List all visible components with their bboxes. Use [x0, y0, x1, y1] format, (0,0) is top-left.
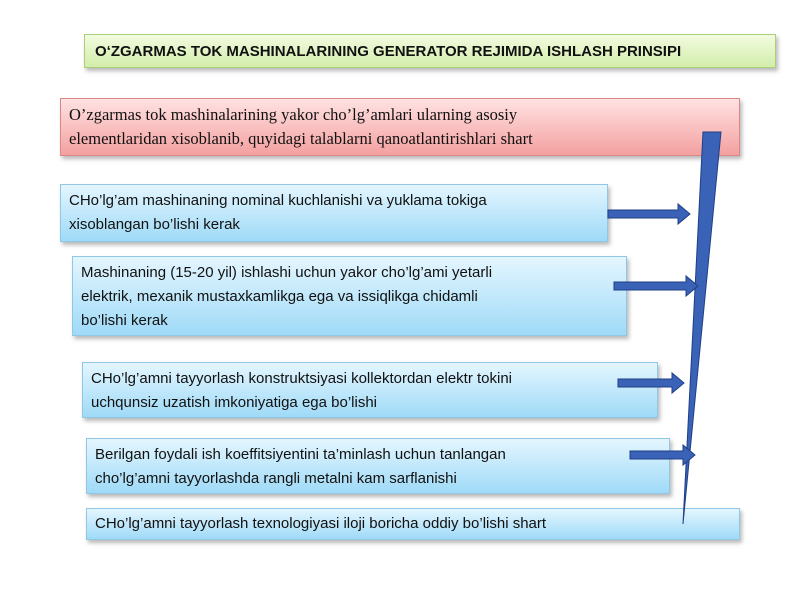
intro-line-2: elementlaridan xisoblanib, quyidagi talablarni qanoatlantirishlari shart	[69, 129, 533, 148]
requirement-1-line-1: CHo’lg’am mashinaning nominal kuchlanishi va yuklama tokiga	[69, 192, 487, 209]
requirement-3-line-2: uchqunsiz uzatish imkoniyatiga ega bo’lishi	[91, 394, 377, 411]
requirement-4-line-1: Berilgan foydali ish koeffitsiyentini ta’minlash uchun tanlangan	[95, 446, 506, 463]
arrow-requirement-2	[614, 276, 698, 296]
intro-line-1: O’zgarmas tok mashinalarining yakor cho’lg’amlari ularning asosiy	[69, 105, 518, 124]
requirement-4-line-2: cho’lg’amni tayyorlashda rangli metalni kam sarflanishi	[95, 470, 457, 487]
arrow-requirement-1	[608, 204, 690, 224]
arrow-requirement-3	[618, 373, 684, 393]
vertical-wedge-arrow	[683, 132, 721, 524]
requirement-2-line-1: Mashinaning (15-20 yil) ishlashi uchun yakor cho’lg’ami yetarli	[81, 264, 493, 281]
requirement-2-line-2: elektrik, mexanik mustaxkamlikga ega va issiqlikga chidamli	[81, 288, 478, 305]
arrow-requirement-4	[630, 445, 695, 465]
slide-title-text: O‘ZGARMAS TOK MASHINALARINING GENERATOR REJIMIDA ISHLASH PRINSIPI	[95, 42, 682, 60]
requirement-5-line-1: CHo’lg’amni tayyorlash texnologiyasi iloji boricha oddiy bo’lishi shart	[95, 515, 547, 532]
requirement-3-line-1: CHo’lg’amni tayyorlash konstruktsiyasi kollektordan elektr tokini	[91, 370, 513, 387]
requirement-1-line-2: xisoblangan bo’lishi kerak	[69, 216, 240, 233]
requirement-2-line-3: bo’lishi kerak	[81, 312, 168, 329]
